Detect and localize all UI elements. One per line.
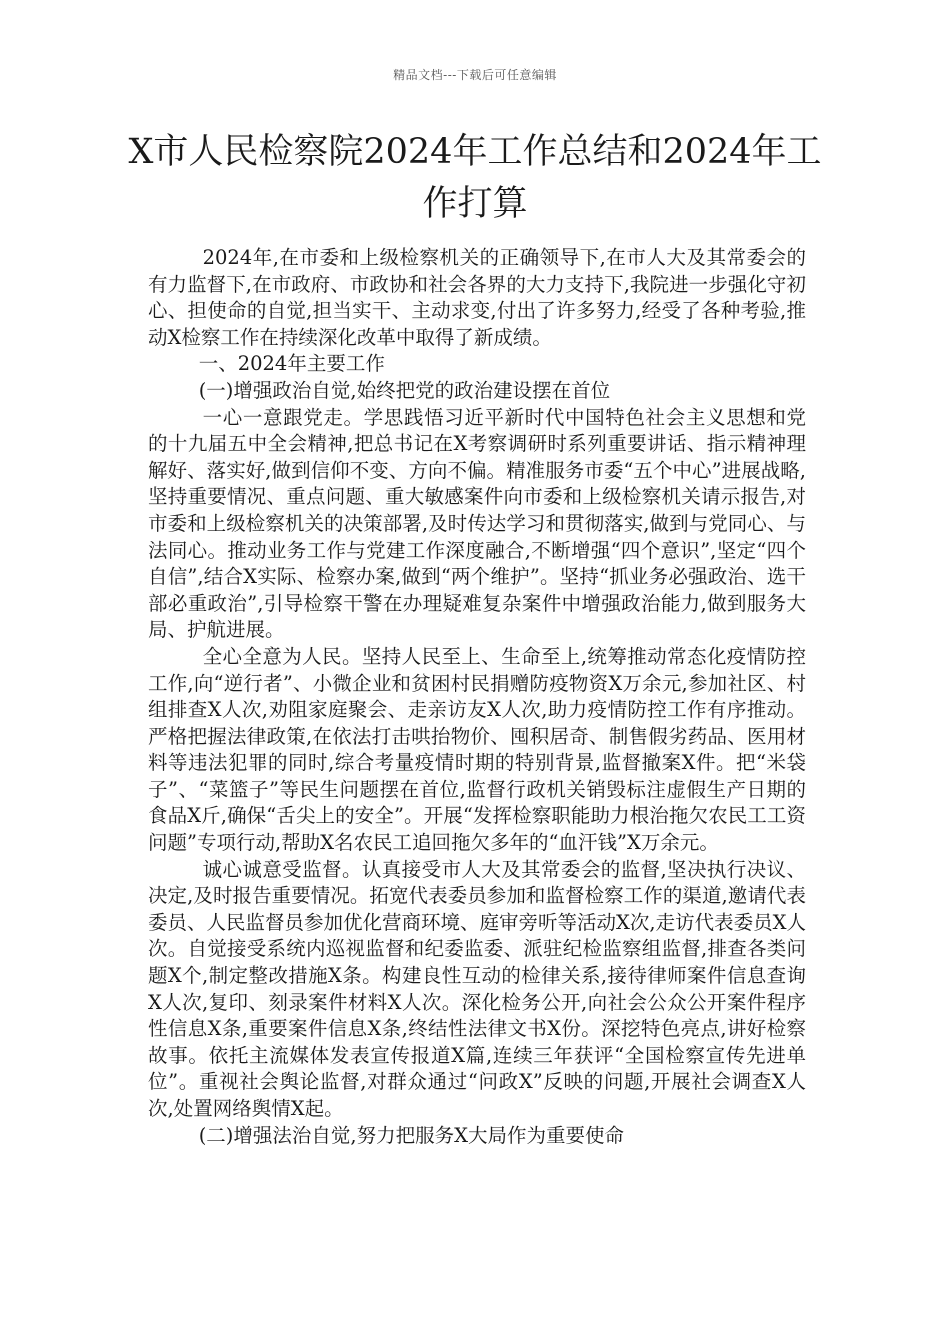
section-heading-main-work: 一、2024年主要工作	[198, 352, 385, 376]
subsection-heading-rule-of-law: (二)增强法治自觉,努力把服务X大局作为重要使命	[198, 1123, 624, 1147]
intro-paragraph: 2024年,在市委和上级检察机关的正确领导下,在市人大及其常委会的有力监督下,在市政府、市政协和社会各界的大力支持下,我院进一步强化守初心、担使命的自觉,担当实干、主动求变,付出了许多努力,经受了各种考验,推动X检察工作在持续深化改革中取得了新成绩。	[148, 246, 806, 349]
paragraph-follow-party: 一心一意跟党走。学思践悟习近平新时代中国特色社会主义思想和党的十九届五中全会精神,把总书记在X考察调研时系列重要讲话、指示精神理解好、落实好,做到信仰不变、方向不偏。精准服务市委“五个中心”进展战略,坚持重要情况、重点问题、重大敏感案件向市委和上级检察机关请示报告,对市委和上级检察机关的决策部署,及时传达学习和贯彻落实,做到与党同心、与法同心。推动业务工作与党建工作深度融合,不断增强“四个意识”,坚定“四个自信”,结合X实际、检察办案,做到“两个维护”。坚持“抓业务必强政治、选干部必重政治”,引导检察干警在办理疑难复杂案件中增强政治能力,做到服务大局、护航进展。	[148, 405, 806, 642]
document-title: X市人民检察院2024年工作总结和2024年工作打算	[128, 132, 822, 224]
document-body	[148, 245, 806, 1149]
subsection-heading-political: (一)增强政治自觉,始终把党的政治建设摆在首位	[198, 378, 611, 402]
page-header-note: 精品文档---下载后可任意编辑	[393, 68, 557, 82]
paragraph-serve-people: 全心全意为人民。坚持人民至上、生命至上,统筹推动常态化疫情防控工作,向“逆行者”、小微企业和贫困村民捐赠防疫物资X万余元,参加社区、村组排查X人次,劝阻家庭聚会、走亲访友X人次,助力疫情防控工作有序推动。严格把握法律政策,在依法打击哄抬物价、囤积居奇、制售假劣药品、医用材料等违法犯罪的同时,综合考量疫情时期的特别背景,监督撤案X件。把“米袋子”、“菜篮子”等民生问题摆在首位,监督行政机关销毁标注虚假生产日期的食品X斤,确保“舌尖上的安全”。开展“发挥检察职能助力根治拖欠农民工工资问题”专项行动,帮助X名农民工追回拖欠多年的“血汗钱”X万余元。	[148, 644, 806, 855]
paragraph-accept-supervision: 诚心诚意受监督。认真接受市人大及其常委会的监督,坚决执行决议、决定,及时报告重要情况。拓宽代表委员参加和监督检察工作的渠道,邀请代表委员、人民监督员参加优化营商环境、庭审旁听等活动X次,走访代表委员X人次。自觉接受系统内巡视监督和纪委监委、派驻纪检监察组监督,排查各类问题X个,制定整改措施X条。构建良性互动的检律关系,接待律师案件信息查询X人次,复印、刻录案件材料X人次。深化检务公开,向社会公众公开案件程序性信息X条,重要案件信息X条,终结性法律文书X份。深挖特色亮点,讲好检察故事。依托主流媒体发表宣传报道X篇,连续三年获评“全国检察宣传先进单位”。重视社会舆论监督,对群众通过“问政X”反映的问题,开展社会调查X人次,处置网络舆情X起。	[148, 857, 806, 1120]
